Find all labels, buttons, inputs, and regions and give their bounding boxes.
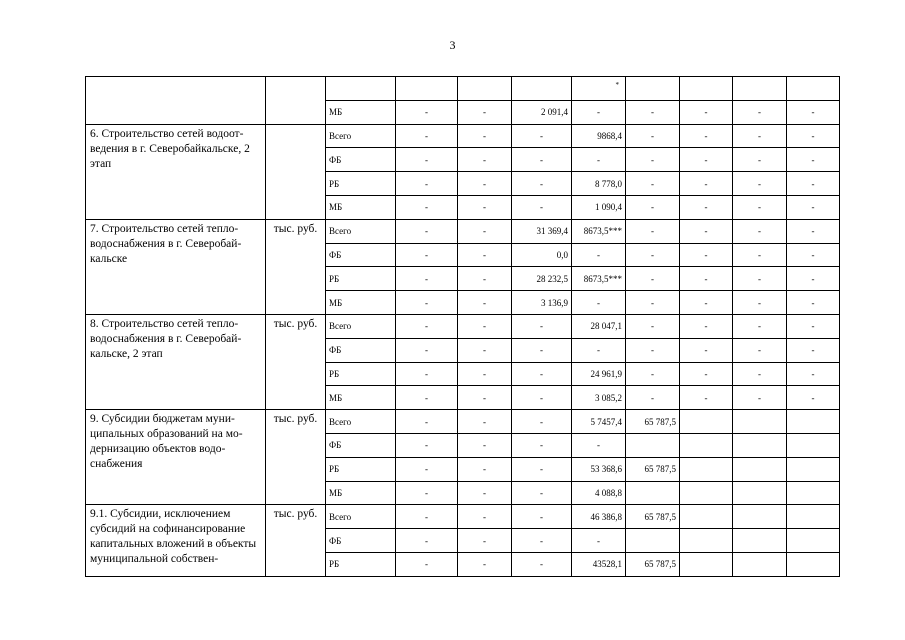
value-cell: - xyxy=(626,195,680,219)
value-cell: - xyxy=(458,338,512,362)
value-cell: - xyxy=(396,481,458,505)
page-number: 3 xyxy=(449,38,456,52)
value-cell: - xyxy=(680,386,733,410)
value-cell xyxy=(787,433,840,457)
value-cell: - xyxy=(396,552,458,576)
value-cell: 4 088,8 xyxy=(572,481,626,505)
funding-source-cell: ФБ xyxy=(326,529,396,553)
value-cell: - xyxy=(787,267,840,291)
blank-cell xyxy=(458,77,512,101)
value-cell: - xyxy=(733,314,787,338)
item-name-cell: 9. Субсидии бюджетам муниципальных образований на модернизацию объектов водоснабжения xyxy=(86,410,266,505)
value-cell: 24 961,9 xyxy=(572,362,626,386)
value-cell: - xyxy=(512,148,572,172)
value-cell: 43528,1 xyxy=(572,552,626,576)
budget-table-container xyxy=(85,76,840,577)
funding-source-cell: Всего xyxy=(326,219,396,243)
value-cell: - xyxy=(458,195,512,219)
blank-cell xyxy=(396,77,458,101)
item-name-cell xyxy=(86,77,266,125)
value-cell: - xyxy=(572,243,626,267)
value-cell: - xyxy=(680,219,733,243)
funding-source-cell: Всего xyxy=(326,124,396,148)
value-cell: - xyxy=(787,338,840,362)
table-row xyxy=(86,410,840,434)
value-cell: - xyxy=(787,243,840,267)
value-cell: 9868,4 xyxy=(572,124,626,148)
value-cell: - xyxy=(626,172,680,196)
table-row xyxy=(86,124,840,148)
value-cell xyxy=(626,529,680,553)
value-cell: - xyxy=(512,505,572,529)
value-cell: - xyxy=(458,291,512,315)
value-cell: 8673,5*** xyxy=(572,267,626,291)
item-name-cell: 7. Строительство сетей тепловодоснабжения в г. Северобайкальске xyxy=(86,219,266,314)
value-cell: - xyxy=(396,100,458,124)
value-cell: - xyxy=(787,219,840,243)
funding-source-cell: МБ xyxy=(326,291,396,315)
value-cell: - xyxy=(396,433,458,457)
value-cell: - xyxy=(680,124,733,148)
value-cell xyxy=(787,457,840,481)
funding-source-cell: ФБ xyxy=(326,433,396,457)
value-cell: - xyxy=(787,195,840,219)
value-cell: - xyxy=(458,243,512,267)
value-cell: - xyxy=(787,362,840,386)
value-cell xyxy=(680,433,733,457)
value-cell: - xyxy=(733,267,787,291)
value-cell: - xyxy=(396,124,458,148)
value-cell: - xyxy=(787,314,840,338)
value-cell: - xyxy=(733,219,787,243)
value-cell: - xyxy=(396,338,458,362)
value-cell: - xyxy=(787,172,840,196)
item-name-cell: 8. Строительство сетей тепловодоснабжения в г. Северобайкальске, 2 этап xyxy=(86,314,266,409)
value-cell: 28 047,1 xyxy=(572,314,626,338)
value-cell: - xyxy=(680,195,733,219)
value-cell: - xyxy=(458,457,512,481)
value-cell: - xyxy=(626,338,680,362)
value-cell: - xyxy=(512,386,572,410)
value-cell: - xyxy=(626,362,680,386)
value-cell: - xyxy=(396,410,458,434)
value-cell: - xyxy=(512,314,572,338)
value-cell: - xyxy=(733,362,787,386)
value-cell xyxy=(733,552,787,576)
value-cell: - xyxy=(572,148,626,172)
value-cell: - xyxy=(733,124,787,148)
value-cell: - xyxy=(572,529,626,553)
value-cell: - xyxy=(512,457,572,481)
funding-source-cell: ФБ xyxy=(326,243,396,267)
blank-cell xyxy=(572,77,626,101)
unit-cell: тыс. руб. xyxy=(266,505,326,576)
value-cell: - xyxy=(626,243,680,267)
value-cell: - xyxy=(396,529,458,553)
funding-source-cell: МБ xyxy=(326,100,396,124)
value-cell xyxy=(733,529,787,553)
table-row xyxy=(86,219,840,243)
unit-cell: тыс. руб. xyxy=(266,314,326,409)
blank-cell xyxy=(326,77,396,101)
unit-cell xyxy=(266,124,326,219)
funding-source-cell: ФБ xyxy=(326,338,396,362)
value-cell: 65 787,5 xyxy=(626,457,680,481)
value-cell xyxy=(680,410,733,434)
value-cell: - xyxy=(733,195,787,219)
value-cell xyxy=(680,552,733,576)
value-cell: - xyxy=(396,457,458,481)
value-cell: - xyxy=(626,124,680,148)
value-cell: - xyxy=(396,148,458,172)
value-cell: 53 368,6 xyxy=(572,457,626,481)
value-cell: - xyxy=(396,172,458,196)
funding-source-cell: РБ xyxy=(326,172,396,196)
item-name-cell: 6. Строительство сетей водоотведения в г. Северобайкальске, 2 этап xyxy=(86,124,266,219)
funding-source-cell: РБ xyxy=(326,457,396,481)
value-cell xyxy=(733,457,787,481)
value-cell: - xyxy=(572,433,626,457)
value-cell: 8673,5*** xyxy=(572,219,626,243)
value-cell: - xyxy=(680,243,733,267)
item-name-cell: 9.1. Субсидии, исключением субсидий на софинансирование капитальных вложений в объекты муниципальной собствен- xyxy=(86,505,266,576)
value-cell xyxy=(626,481,680,505)
value-cell xyxy=(787,505,840,529)
value-cell: 65 787,5 xyxy=(626,505,680,529)
value-cell xyxy=(787,481,840,505)
value-cell: - xyxy=(680,338,733,362)
unit-cell: тыс. руб. xyxy=(266,410,326,505)
value-cell: - xyxy=(626,386,680,410)
value-cell: - xyxy=(733,291,787,315)
value-cell xyxy=(680,505,733,529)
unit-cell: тыс. руб. xyxy=(266,219,326,314)
value-cell: - xyxy=(572,100,626,124)
value-cell: 31 369,4 xyxy=(512,219,572,243)
value-cell: - xyxy=(680,314,733,338)
blank-cell xyxy=(787,77,840,101)
unit-cell xyxy=(266,77,326,125)
value-cell: - xyxy=(626,219,680,243)
funding-source-cell: Всего xyxy=(326,314,396,338)
value-cell: - xyxy=(512,362,572,386)
funding-source-cell: РБ xyxy=(326,267,396,291)
value-cell: - xyxy=(458,410,512,434)
value-cell: - xyxy=(458,172,512,196)
value-cell: - xyxy=(396,291,458,315)
funding-source-cell: МБ xyxy=(326,386,396,410)
value-cell: - xyxy=(458,481,512,505)
value-cell: - xyxy=(680,267,733,291)
value-cell: 65 787,5 xyxy=(626,410,680,434)
value-cell: - xyxy=(458,386,512,410)
value-cell: - xyxy=(787,148,840,172)
value-cell: - xyxy=(733,243,787,267)
funding-source-cell: РБ xyxy=(326,362,396,386)
value-cell: - xyxy=(787,124,840,148)
value-cell: - xyxy=(626,291,680,315)
value-cell: - xyxy=(626,100,680,124)
value-cell: - xyxy=(733,172,787,196)
value-cell: - xyxy=(396,314,458,338)
value-cell xyxy=(680,457,733,481)
value-cell: - xyxy=(512,410,572,434)
funding-source-cell: МБ xyxy=(326,481,396,505)
value-cell: 1 090,4 xyxy=(572,195,626,219)
value-cell: - xyxy=(626,314,680,338)
value-cell: - xyxy=(512,481,572,505)
value-cell: - xyxy=(458,552,512,576)
value-cell: 3 085,2 xyxy=(572,386,626,410)
value-cell: - xyxy=(680,100,733,124)
table-row xyxy=(86,505,840,529)
value-cell: - xyxy=(458,505,512,529)
value-cell: - xyxy=(396,219,458,243)
funding-source-cell: ФБ xyxy=(326,148,396,172)
value-cell: - xyxy=(733,338,787,362)
value-cell: - xyxy=(626,267,680,291)
value-cell xyxy=(733,505,787,529)
value-cell: - xyxy=(733,148,787,172)
value-cell: - xyxy=(396,362,458,386)
value-cell xyxy=(733,410,787,434)
value-cell: 2 091,4 xyxy=(512,100,572,124)
value-cell xyxy=(787,552,840,576)
value-cell xyxy=(787,529,840,553)
value-cell: - xyxy=(512,433,572,457)
value-cell: 3 136,9 xyxy=(512,291,572,315)
value-cell: - xyxy=(458,219,512,243)
funding-source-cell: РБ xyxy=(326,552,396,576)
value-cell: 5 7457,4 xyxy=(572,410,626,434)
blank-cell xyxy=(680,77,733,101)
value-cell: - xyxy=(626,148,680,172)
value-cell: 0,0 xyxy=(512,243,572,267)
value-cell: - xyxy=(680,362,733,386)
value-cell: - xyxy=(512,172,572,196)
value-cell: - xyxy=(458,148,512,172)
value-cell: - xyxy=(733,386,787,410)
table-row xyxy=(86,77,840,101)
value-cell: - xyxy=(458,314,512,338)
value-cell: - xyxy=(512,124,572,148)
value-cell: 28 232,5 xyxy=(512,267,572,291)
value-cell xyxy=(680,529,733,553)
value-cell: - xyxy=(396,386,458,410)
value-cell: 46 386,8 xyxy=(572,505,626,529)
table-row xyxy=(86,314,840,338)
blank-cell xyxy=(512,77,572,101)
value-cell: - xyxy=(458,267,512,291)
value-cell xyxy=(733,481,787,505)
value-cell: - xyxy=(396,195,458,219)
funding-source-cell: Всего xyxy=(326,505,396,529)
value-cell: - xyxy=(396,505,458,529)
value-cell: - xyxy=(787,291,840,315)
value-cell: - xyxy=(512,195,572,219)
footnote-marker: * xyxy=(615,81,619,89)
value-cell: 65 787,5 xyxy=(626,552,680,576)
value-cell: - xyxy=(396,243,458,267)
value-cell: - xyxy=(680,148,733,172)
value-cell: - xyxy=(396,267,458,291)
value-cell: - xyxy=(458,100,512,124)
value-cell xyxy=(626,433,680,457)
value-cell: - xyxy=(680,172,733,196)
value-cell: - xyxy=(787,100,840,124)
value-cell: - xyxy=(512,338,572,362)
value-cell: - xyxy=(512,552,572,576)
value-cell xyxy=(733,433,787,457)
value-cell: - xyxy=(458,362,512,386)
value-cell: - xyxy=(572,338,626,362)
value-cell xyxy=(787,410,840,434)
value-cell: - xyxy=(572,291,626,315)
value-cell: - xyxy=(787,386,840,410)
value-cell: - xyxy=(512,529,572,553)
blank-cell xyxy=(733,77,787,101)
funding-source-cell: МБ xyxy=(326,195,396,219)
value-cell xyxy=(680,481,733,505)
value-cell: - xyxy=(458,529,512,553)
value-cell: - xyxy=(458,433,512,457)
value-cell: - xyxy=(458,124,512,148)
blank-cell xyxy=(626,77,680,101)
value-cell: 8 778,0 xyxy=(572,172,626,196)
value-cell: - xyxy=(680,291,733,315)
value-cell: - xyxy=(733,100,787,124)
budget-table xyxy=(85,76,840,577)
funding-source-cell: Всего xyxy=(326,410,396,434)
